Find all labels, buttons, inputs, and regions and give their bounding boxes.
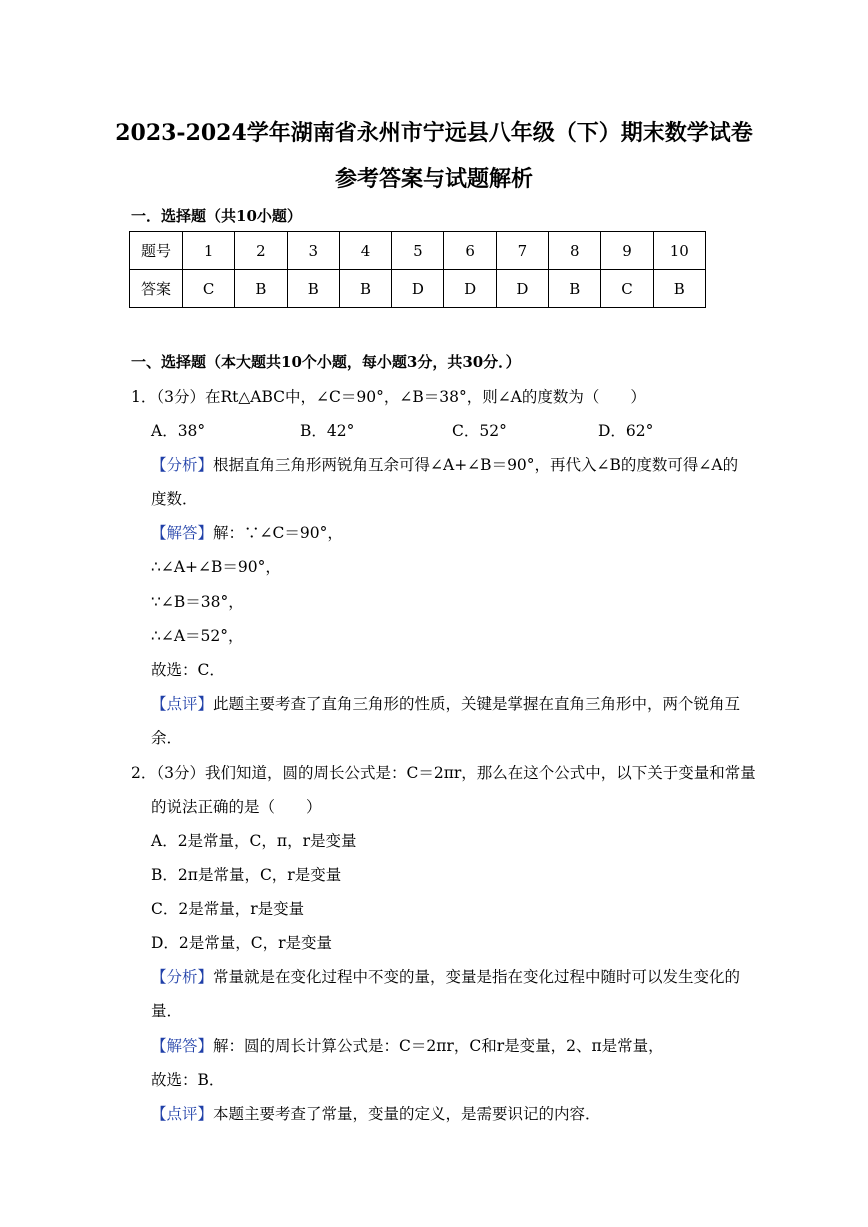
answer-table: [129, 231, 706, 308]
table-cell: 1: [183, 232, 235, 270]
table-cell: 4: [339, 232, 391, 270]
question-1-answer: 故选：C．: [151, 661, 225, 679]
table-cell: D: [444, 270, 496, 308]
question-2-answer: 故选：B．: [151, 1071, 225, 1089]
question-1-option-b: B．42°: [300, 422, 355, 440]
question-2-stem: 2．（3分）我们知道，圆的周长公式是：C＝2πr，那么在这个公式中，以下关于变量和常量: [131, 764, 756, 782]
table-cell: 3: [287, 232, 339, 270]
section-heading-questions: 一、选择题（本大题共10个小题，每小题3分，共30分．）: [131, 353, 521, 371]
table-cell: B: [339, 270, 391, 308]
question-1-solution-step: ∴∠A+∠B＝90°，: [151, 558, 281, 576]
comment-tag: 【点评】: [151, 695, 214, 713]
table-cell: B: [235, 270, 287, 308]
table-cell: C: [183, 270, 235, 308]
analysis-tag: 【分析】: [151, 456, 214, 474]
table-cell: B: [653, 270, 705, 308]
table-cell: B: [549, 270, 601, 308]
analysis-text: 常量就是在变化过程中不变的量，变量是指在变化过程中随时可以发生变化的: [213, 968, 741, 986]
question-1-stem: 1．（3分）在Rt△ABC中，∠C＝90°，∠B＝38°，则∠A的度数为（ ）: [131, 388, 646, 406]
question-2-solution: [151, 1034, 664, 1056]
question-1-solution-step: ∴∠A＝52°，: [151, 627, 244, 645]
question-2-stem-cont: 的说法正确的是（ ）: [151, 798, 322, 816]
table-cell: 7: [496, 232, 548, 270]
question-2-option-b: B．2π是常量，C，r是变量: [151, 866, 342, 884]
question-1-comment: [151, 692, 740, 714]
table-cell: D: [496, 270, 548, 308]
table-cell: 6: [444, 232, 496, 270]
comment-text: 此题主要考查了直角三角形的性质，关键是掌握在直角三角形中，两个锐角互: [213, 695, 741, 713]
question-2-comment: [151, 1102, 601, 1124]
comment-tag: 【点评】: [151, 1105, 214, 1123]
table-row: [130, 232, 706, 270]
table-cell: 2: [235, 232, 287, 270]
question-2-analysis-cont: 量．: [151, 1002, 183, 1020]
table-cell: C: [601, 270, 653, 308]
solution-text: 解：圆的周长计算公式是：C＝2πr，C和r是变量，2、π是常量，: [213, 1037, 664, 1055]
table-cell: 8: [549, 232, 601, 270]
solution-tag: 【解答】: [151, 524, 214, 542]
table-cell: 10: [653, 232, 705, 270]
analysis-text: 根据直角三角形两锐角互余可得∠A+∠B＝90°，再代入∠B的度数可得∠A的: [213, 456, 739, 474]
question-2-analysis: [151, 965, 740, 987]
question-1-solution-step: ∵∠B＝38°，: [151, 593, 244, 611]
section-heading-choice: 一．选择题（共10小题）: [131, 207, 302, 225]
question-1-solution: [151, 521, 343, 543]
question-1-option-a: A．38°: [151, 422, 206, 440]
question-1-analysis: [151, 453, 738, 475]
question-1-option-c: C．52°: [452, 422, 507, 440]
question-2-option-c: C．2是常量，r是变量: [151, 900, 305, 918]
question-1-analysis-cont: 度数．: [151, 490, 198, 508]
document-subtitle: 参考答案与试题解析: [334, 166, 533, 192]
solution-text: 解：∵∠C＝90°，: [213, 524, 343, 542]
question-2-option-d: D．2是常量，C，r是变量: [151, 934, 333, 952]
table-header-cell: 题号: [130, 232, 183, 270]
table-cell: 5: [392, 232, 444, 270]
table-row: [130, 270, 706, 308]
question-2-option-a: A．2是常量，C，π，r是变量: [151, 832, 357, 850]
table-cell: B: [287, 270, 339, 308]
table-cell: 9: [601, 232, 653, 270]
solution-tag: 【解答】: [151, 1037, 214, 1055]
document-title: 2023-2024学年湖南省永州市宁远县八年级（下）期末数学试卷: [115, 120, 753, 146]
table-cell: D: [392, 270, 444, 308]
table-header-cell: 答案: [130, 270, 183, 308]
question-1-option-d: D．62°: [598, 422, 654, 440]
question-1-comment-cont: 余．: [151, 729, 183, 747]
comment-text: 本题主要考查了常量，变量的定义，是需要识记的内容．: [213, 1105, 601, 1123]
analysis-tag: 【分析】: [151, 968, 214, 986]
